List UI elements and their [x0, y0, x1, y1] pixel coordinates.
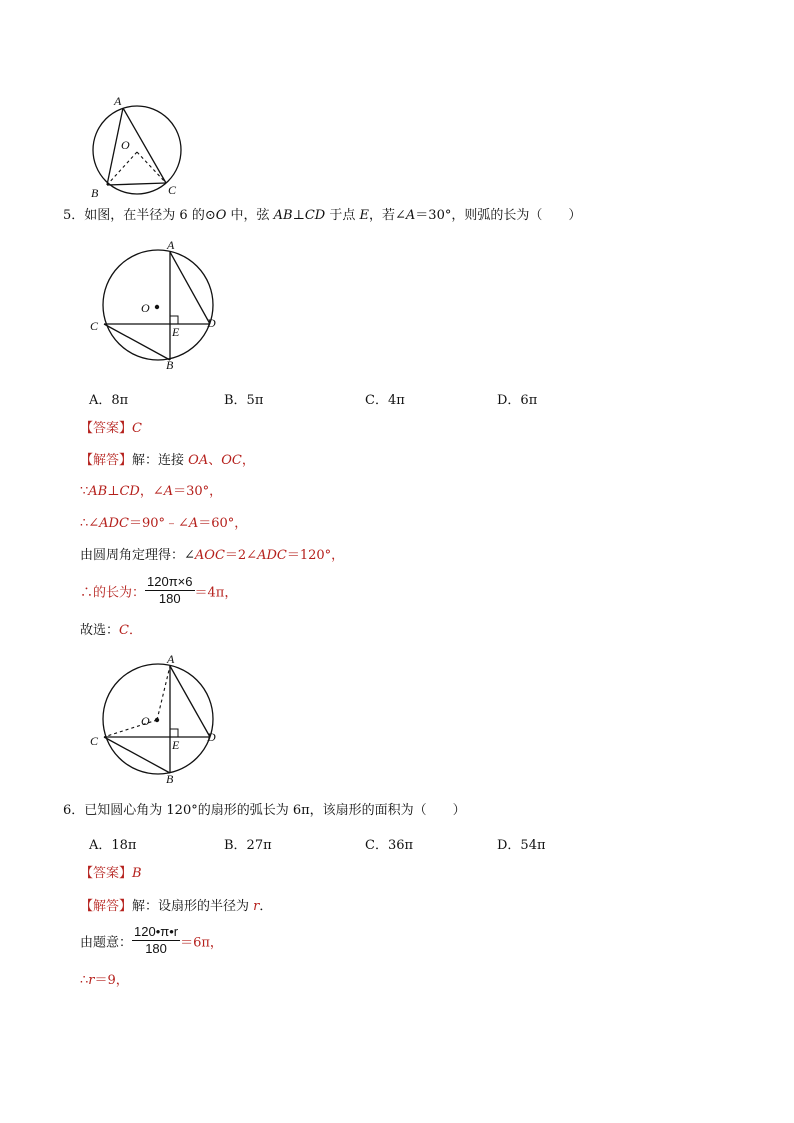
q5-sol-label-d: D [207, 730, 216, 744]
text: 由圆周角定理得：∠ [80, 548, 195, 563]
q5-sol-label-c: C [90, 734, 99, 748]
q5-sol-label-b: B [166, 772, 174, 786]
math: ∴的长为： [80, 585, 146, 601]
solution-tag: 【解答】 [80, 453, 133, 468]
point-label-b: B [91, 186, 99, 200]
fraction-denominator: 180 [158, 591, 181, 607]
math: ． [128, 623, 142, 638]
segment-ad [170, 666, 210, 737]
q5-stem-mid2: 于点 [325, 208, 360, 223]
q5-label-b: B [166, 358, 174, 372]
math: ＝4π， [194, 585, 238, 601]
point-label-o: O [121, 138, 130, 152]
math: ＝6π， [180, 935, 223, 951]
center-dot [155, 718, 159, 722]
point-label-c: C [168, 183, 177, 197]
math: C [119, 623, 129, 638]
point-e: E [359, 208, 369, 223]
right-angle-mark [170, 729, 178, 737]
math: OC [221, 453, 242, 468]
q5-stem-mid1: 中，弦 [226, 208, 274, 223]
math: ＝9， [94, 973, 129, 988]
math: r [88, 973, 95, 988]
q5-sol-label-a: A [167, 652, 175, 666]
math: ∴∠ [80, 516, 100, 531]
math: ADC [257, 548, 287, 563]
q5-number: 5． [63, 208, 85, 223]
q5-option-b: B．5π [224, 393, 264, 408]
text: 解：连接 [132, 453, 189, 468]
q6-number: 6． [63, 803, 85, 818]
math: A [188, 516, 199, 531]
q5-stem-prefix: 如图，在半径为 6 的 [84, 208, 205, 223]
perp-symbol: ⊥ [292, 208, 305, 223]
math: 、 [208, 453, 222, 468]
segment-cb [104, 737, 170, 773]
math: ＝2∠ [224, 548, 258, 563]
math: ∵ [80, 484, 89, 499]
q5-label-c: C [90, 319, 99, 333]
q5-option-c: C．4π [365, 393, 405, 408]
q5-sol-label-e: E [172, 738, 180, 752]
q5-stem-end: ＝30°，则弧的长为（ ） [415, 208, 582, 223]
chord-cd: CD [304, 208, 326, 223]
q6-stem [63, 802, 466, 820]
q6-option-b: B．27π [224, 838, 272, 853]
circle-name: O [215, 208, 227, 223]
answer-value: C [132, 421, 142, 436]
text: 故选： [80, 623, 120, 638]
segment-oa-dashed [157, 666, 170, 720]
angle-a: A [405, 208, 416, 223]
math: ADC [99, 516, 129, 531]
q6-solution-line-3 [80, 972, 129, 990]
text: 由题意： [80, 935, 133, 951]
fraction-numerator: 120π×6 [145, 575, 194, 591]
q6-solution-line-2 [80, 925, 223, 957]
q6-solution-line-1 [80, 898, 272, 916]
fraction-denominator: 180 [145, 941, 167, 957]
q5-option-d: D．6π [497, 393, 538, 408]
q6-stem-text: 已知圆心角为 120°的扇形的弧长为 6π，该扇形的面积为（ ） [84, 803, 466, 818]
math: CD [119, 484, 140, 499]
math: OA [188, 453, 209, 468]
q6-option-c: C．36π [365, 838, 414, 853]
math: ＝60°， [198, 516, 248, 531]
fraction [132, 925, 180, 957]
q5-label-a: A [167, 238, 175, 252]
text: 解：设扇形的半径为 [132, 899, 254, 914]
point-label-a: A [114, 94, 122, 108]
text: ． [259, 899, 273, 914]
q5-label-d: D [207, 316, 216, 330]
chord-ab: AB [273, 208, 293, 223]
math: A [163, 484, 174, 499]
math: r [253, 899, 260, 914]
math: ， [241, 453, 255, 468]
answer-value: B [132, 866, 142, 881]
math: ∴ [80, 973, 89, 988]
answer-tag: 【答案】 [80, 866, 133, 881]
circle-symbol: ⊙ [204, 208, 216, 223]
q5-option-a: A．8π [89, 393, 129, 408]
q5-stem-mid3: ，若∠ [369, 208, 406, 223]
q5-label-o: O [141, 301, 150, 315]
q6-option-d: D．54π [497, 838, 546, 853]
math: ＝30°， [173, 484, 223, 499]
math: ⊥ [107, 484, 120, 499]
answer-tag: 【答案】 [80, 421, 133, 436]
math: ＝120°， [286, 548, 345, 563]
math: AB [88, 484, 108, 499]
solution-tag: 【解答】 [80, 899, 133, 914]
q6-option-a: A．18π [89, 838, 137, 853]
fraction-numerator: 120•π•r [132, 925, 180, 941]
q5-label-e: E [172, 325, 180, 339]
math: ＝90°﹣∠ [128, 516, 189, 531]
math: AOC [194, 548, 225, 563]
math: ，∠ [139, 484, 164, 499]
q5-sol-label-o: O [141, 714, 150, 728]
q6-answer-line [80, 865, 142, 883]
